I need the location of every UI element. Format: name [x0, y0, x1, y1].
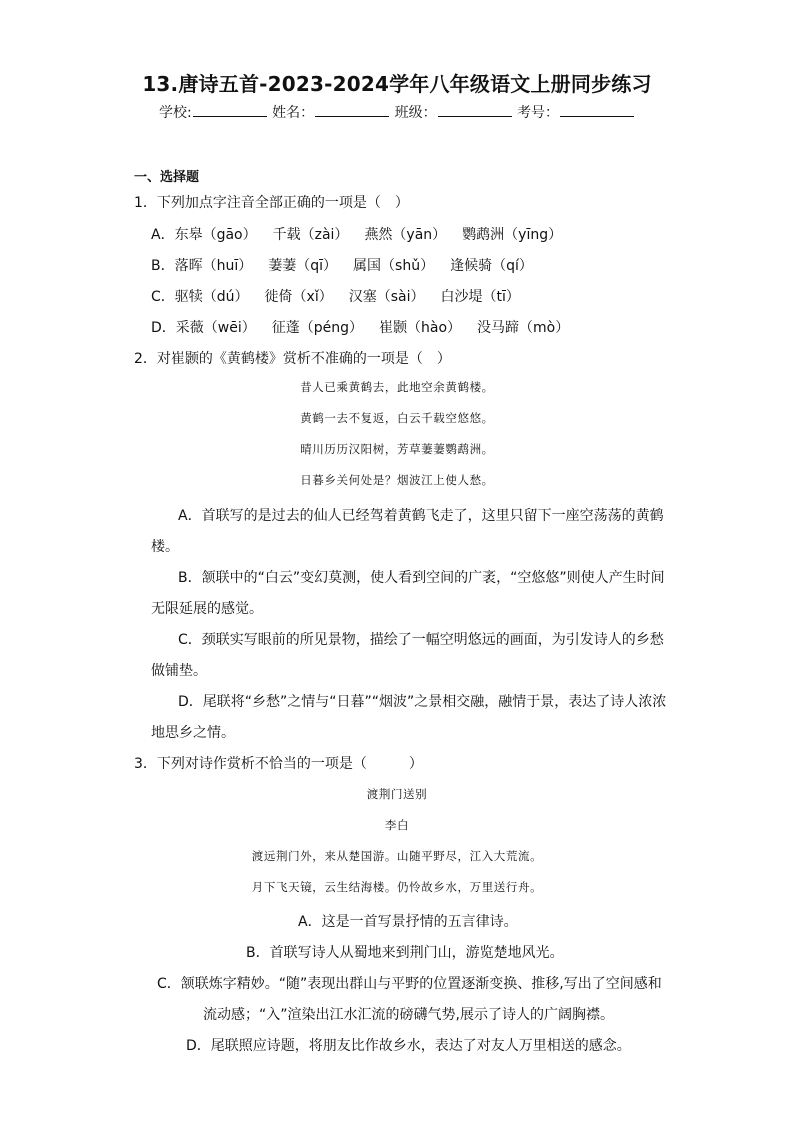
- option-item: 汉塞（sài）: [348, 289, 425, 305]
- poem-line: 渡远荆门外，来从楚国游。山随平野尽，江入大荒流。: [251, 849, 543, 863]
- question-3-option-a: A．这是一首写景抒情的五言律诗。: [298, 914, 518, 930]
- question-1-option-a: [151, 224, 562, 244]
- option-item: 白沙堤（tī）: [440, 289, 520, 305]
- question-3-option-c: C．颔联炼字精妙。“随”表现出群山与平野的位置逐渐变换、推移,写出了空间感和: [157, 976, 662, 992]
- name-label: 姓名：: [272, 105, 315, 121]
- option-item: 属国（shǔ）: [353, 258, 435, 274]
- option-item: 萋萋（qī）: [268, 258, 338, 274]
- question-2-option-c-cont: 做铺垫。: [151, 663, 207, 679]
- option-item: B．落晖（huī）: [151, 258, 253, 274]
- option-item: 徙倚（xǐ）: [264, 289, 333, 305]
- school-label: 学校:: [158, 105, 192, 121]
- option-item: 崔颢（hào）: [379, 320, 462, 336]
- option-item: A．东皋（gāo）: [151, 227, 257, 243]
- option-item: 千载（zài）: [272, 227, 349, 243]
- option-item: D．采薇（wēi）: [151, 320, 256, 336]
- poem-line: 日暮乡关何处是？烟波江上使人愁。: [300, 473, 494, 487]
- question-2-option-d: D．尾联将“乡愁”之情与“日暮”“烟波”之景相交融，融情于景，表达了诗人浓浓: [178, 694, 667, 710]
- class-blank[interactable]: [438, 104, 512, 117]
- question-3-option-c-cont: 流动感；“入”渲染出江水汇流的磅礴气势,展示了诗人的广阔胸襟。: [203, 1007, 614, 1023]
- question-2-option-b-cont: 无限延展的感觉。: [151, 601, 263, 617]
- poem-line: 月下飞天镜，云生结海楼。仍怜故乡水，万里送行舟。: [251, 880, 543, 894]
- poem-line: 黄鹤一去不复返，白云千载空悠悠。: [300, 411, 494, 425]
- question-2-stem: 2．对崔颢的《黄鹤楼》赏析不准确的一项是（ ）: [134, 351, 451, 367]
- question-1-option-b: [151, 255, 533, 275]
- option-item: 鹦鹉洲（yīng）: [462, 227, 563, 243]
- option-item: 燕然（yān）: [364, 227, 447, 243]
- question-1-stem: 1．下列加点字注音全部正确的一项是（ ）: [134, 195, 409, 211]
- question-1-option-d: [151, 317, 569, 337]
- student-info-line: [0, 102, 794, 122]
- poem-line: 晴川历历汉阳树，芳草萋萋鹦鹉洲。: [300, 442, 494, 456]
- page-title: 13.唐诗五首-2023-2024学年八年级语文上册同步练习: [142, 72, 652, 96]
- poem-line: 昔人已乘黄鹤去，此地空余黄鹤楼。: [300, 380, 494, 394]
- section-heading: 一、选择题: [134, 170, 200, 185]
- exam-no-blank[interactable]: [560, 104, 634, 117]
- option-item: 没马蹄（mò）: [477, 320, 570, 336]
- question-2-option-a: A．首联写的是过去的仙人已经驾着黄鹤飞走了，这里只留下一座空荡荡的黄鹤: [178, 508, 664, 524]
- question-3-option-d: D．尾联照应诗题，将朋友比作故乡水，表达了对友人万里相送的感念。: [186, 1038, 631, 1054]
- option-item: 征蓬（péng）: [271, 320, 363, 336]
- question-2-option-d-cont: 地思乡之情。: [151, 725, 235, 741]
- question-3-stem: 3．下列对诗作赏析不恰当的一项是（ ）: [134, 756, 423, 772]
- option-item: 逢候骑（qí）: [450, 258, 533, 274]
- school-blank[interactable]: [193, 104, 267, 117]
- exam-no-label: 考号：: [517, 105, 560, 121]
- class-label: 班级：: [394, 105, 437, 121]
- name-blank[interactable]: [315, 104, 389, 117]
- option-item: C．驱犊（dú）: [151, 289, 249, 305]
- question-2-option-c: C．颈联实写眼前的所见景物，描绘了一幅空明悠远的画面，为引发诗人的乡愁: [178, 632, 664, 648]
- poem-title: 渡荆门送别: [366, 787, 428, 801]
- poem-author: 李白: [384, 818, 410, 832]
- question-3-option-b: B．首联写诗人从蜀地来到荆门山，游览楚地风光。: [246, 945, 564, 961]
- question-1-option-c: [151, 286, 520, 306]
- question-2-option-a-cont: 楼。: [151, 539, 179, 555]
- question-2-option-b: B．颔联中的“白云”变幻莫测，使人看到空间的广袤，“空悠悠”则使人产生时间: [178, 570, 665, 586]
